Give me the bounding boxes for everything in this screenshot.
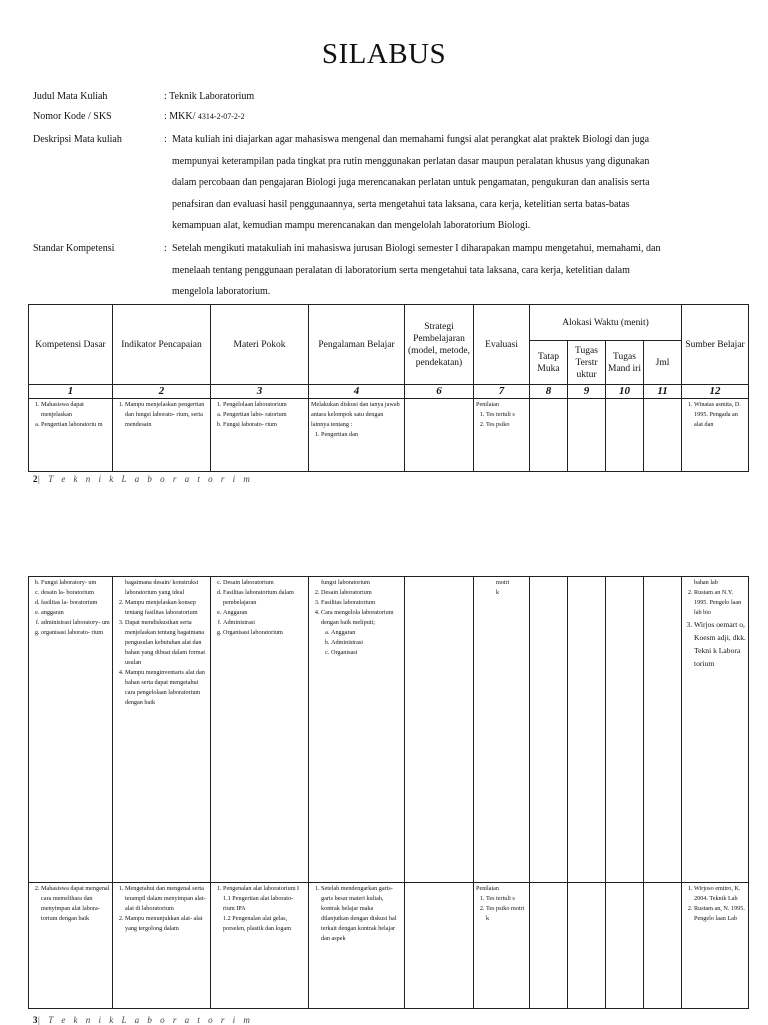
- col-number: 8: [530, 385, 568, 399]
- standar-line: menelaah tentang penggunaan peralatan di laboratorium serta mengetahui tata laksana, cara kerja, ketelitian dalam: [172, 264, 630, 276]
- header-kompetensi: Kompetensi Dasar: [29, 305, 113, 385]
- list-item: d. Fasilitas laboratorium dalam pembelajaran: [223, 588, 306, 608]
- header-indikator: Indikator Pencapaian: [113, 305, 211, 385]
- deskripsi-line: kemampuan alat, kemudian mampu merencanakan dan mengelolah laboratorium Biologi.: [172, 220, 531, 231]
- list-item: 1. Setelah mendengarkan garis-garis besar materi kuliah, kontrak belajar maka dilanjutkan dengan diskusi hal terkait dengan kontrak belajar dan aspek: [321, 884, 402, 944]
- cell-jml: [644, 577, 682, 883]
- standar-line: mengelola laboratorium.: [172, 286, 271, 297]
- list-item: b. Fungsi laboratory- um: [41, 578, 110, 588]
- col-number: 3: [211, 385, 309, 399]
- cell-terstruktur: [568, 883, 606, 1009]
- cell-sumber: [682, 883, 749, 1009]
- cell-terstruktur: [568, 399, 606, 472]
- list-item: d. fasilitas la- boratorium: [41, 598, 110, 608]
- cell-sumber: [682, 399, 749, 472]
- page-title: SILABUS: [321, 38, 447, 70]
- list-item: b. Fungsi laborato- rium: [223, 420, 306, 430]
- deskripsi-line: Mata kuliah ini diajarkan agar mahasiswa mengenal dan memahami fungsi alat perangkat alat praktek Biologi dan juga: [172, 134, 650, 145]
- col-number: 12: [682, 385, 749, 399]
- list-item: 1. Mengetahui dan mengenal serta terampil dalam menyimpan alat- alat di laboratorium: [125, 884, 208, 914]
- footer-text: | T e k n i k L a b o r a t o r i m: [37, 474, 253, 484]
- cell-kompetensi: [29, 399, 113, 472]
- cell-strategi: [405, 577, 474, 883]
- list-item: b. Administrasi: [331, 638, 402, 648]
- list-item: c. Organisasi: [331, 648, 402, 658]
- cell-tatap: [530, 399, 568, 472]
- list-item: 2. Rustam an N.Y. 1995. Pengelo laan lab bio: [694, 588, 746, 618]
- list-item: c. desain la- boratorium: [41, 588, 110, 598]
- list-item: f. Administrasi: [223, 618, 306, 628]
- silabus-table-page1: [28, 304, 749, 472]
- pengalaman-cont: fungsi laboratorium: [321, 579, 370, 586]
- standar-label: Standar Kompetensi: [33, 243, 115, 254]
- header-sumber: Sumber Belajar: [682, 305, 749, 385]
- header-alokasi: Alokasi Waktu (menit): [530, 305, 682, 341]
- header-materi: Materi Pokok: [211, 305, 309, 385]
- cell-terstruktur: [568, 577, 606, 883]
- nomor-prefix: : MKK/: [164, 111, 196, 122]
- list-item: 1. Pengertian dan: [321, 430, 402, 440]
- list-item: 3. Wirjos oemart o, Koesm adji, dkk. Tekni k Labora torium: [694, 618, 746, 670]
- nomor-label: Nomor Kode / SKS: [33, 111, 112, 122]
- list-item: f. administrasi laboratory- um: [41, 618, 110, 628]
- standar-line: Setelah mengikuti matakuliah ini mahasiswa jurusan Biologi semester I diharapakan mampu mengetahui, memahami, dan: [172, 243, 661, 254]
- cell-pengalaman: [309, 883, 405, 1009]
- list-item: 1. Pengelolaan laboratorium: [223, 400, 306, 410]
- list-item: 4. Mampu menginventaris alat dan bahan serta dapat mengetahui cara pengelolaan laboratorium dengan baik: [125, 668, 208, 708]
- nomor-code: 4314-2-07-2-2: [197, 112, 245, 121]
- cell-kompetensi: [29, 577, 113, 883]
- list-item: g. organisasi laborato- rium: [41, 628, 110, 638]
- list-item: e. anggaran: [41, 608, 110, 618]
- evaluasi-cont: motri k: [496, 579, 510, 596]
- header-pengalaman: Pengalaman Belajar: [309, 305, 405, 385]
- standar-text: [172, 238, 738, 303]
- deskripsi-label: Deskripsi Mata kuliah: [33, 134, 122, 145]
- header-tatap: Tatap Muka: [530, 341, 568, 385]
- list-item: 3. Dapat mendiskusikan serta menjelaskan tentang bagaimana pengusulan kebutuhan alat dan bahan yang dibuat dalam format usulan: [125, 618, 208, 668]
- list-item: 2. Mahasiswa dapat mengenal cara memelihara dan menyimpan alat labora- torium dengan baik: [41, 884, 110, 924]
- list-item: 2. Mampu menjelaskan konsep tentang fasilitas laboratorium: [125, 598, 208, 618]
- page-number: 3: [33, 1015, 38, 1025]
- cell-evaluasi: [474, 883, 530, 1009]
- header-evaluasi: Evaluasi: [474, 305, 530, 385]
- col-number: 7: [474, 385, 530, 399]
- list-item: g. Organisasi laboratorium: [223, 628, 306, 638]
- cell-pengalaman: [309, 577, 405, 883]
- footer-text: | T e k n i k L a b o r a t o r i m: [37, 1015, 253, 1025]
- header-tugas-mandiri: Tugas Mand iri: [606, 341, 644, 385]
- list-item: c. Desain laboratorium: [223, 578, 306, 588]
- cell-mandiri: [606, 399, 644, 472]
- col-number: 6: [405, 385, 474, 399]
- header-strategi: Strategi Pembelajaran (model, metode, pendekatan): [405, 305, 474, 385]
- cell-pengalaman: [309, 399, 405, 472]
- header-jml: Jml: [644, 341, 682, 385]
- col-number: 4: [309, 385, 405, 399]
- list-item: a. Pengertian laboratoriu m: [41, 420, 110, 430]
- indikator-cont: bagaimana desain/ konstruksi laboratorium yang ideal: [125, 579, 199, 596]
- list-item: a. Pengertian labo- ratorium: [223, 410, 306, 420]
- col-number: 11: [644, 385, 682, 399]
- list-item: 1. Tes tertuli s: [486, 894, 527, 904]
- col-number: 9: [568, 385, 606, 399]
- cell-materi: [211, 883, 309, 1009]
- evaluasi-intro: Penilaian: [476, 885, 500, 892]
- list-item: 2. Tes psiko: [486, 420, 527, 430]
- evaluasi-intro: Penilaian: [476, 401, 500, 408]
- cell-sumber: [682, 577, 749, 883]
- col-number: 2: [113, 385, 211, 399]
- list-item: 1. Mahasiswa dapat menjelaskan: [41, 400, 110, 420]
- cell-materi: [211, 399, 309, 472]
- list-item: 1. Pengenalan alat laboratorium I: [223, 884, 306, 894]
- list-item: 1. Winatas asmita, D. 1995. Pengada an alat dan: [694, 400, 746, 430]
- list-item: 1. Tes tertuli s: [486, 410, 527, 420]
- silabus-table-page2: [28, 576, 749, 1009]
- cell-evaluasi: [474, 399, 530, 472]
- cell-strategi: [405, 399, 474, 472]
- list-item: 1. Mampu menjelaskan pengertian dan fungsi laborato- rium, serta mendesain: [125, 400, 208, 430]
- list-item: 2. Desain laboratorium: [321, 588, 402, 598]
- cell-mandiri: [606, 577, 644, 883]
- cell-indikator: [113, 577, 211, 883]
- cell-jml: [644, 883, 682, 1009]
- list-item: 1. Wirjoso emitro, K. 2004. Teknik Lab: [694, 884, 746, 904]
- judul-label: Judul Mata Kuliah: [33, 91, 108, 102]
- deskripsi-line: mempunyai keterampilan pada tingkat pra rutin menggunakan perlatan dasar maupun peralatan khusus yang digunakan: [172, 155, 650, 167]
- cell-tatap: [530, 883, 568, 1009]
- deskripsi-text: [172, 129, 738, 237]
- pengalaman-intro: Melakukan diskusi dan tanya jawab antara kelompok satu dengan lainnya tentang :: [311, 401, 400, 428]
- list-item: 3. Fasilitas laboratorium: [321, 598, 402, 608]
- list-item: 1.2 Pengenalan alat gelas, porselen, plastik dan logam: [223, 915, 292, 932]
- cell-jml: [644, 399, 682, 472]
- deskripsi-line: dalam percobaan dan pengajaran Biologi juga merencanakan perlatan untuk pengamatan, pengukuran dan analisis serta: [172, 177, 650, 188]
- cell-indikator: [113, 399, 211, 472]
- list-item: 2. Tes psiko motri k: [486, 904, 527, 924]
- list-item: 2. Rustam an, N. 1995. Pengelo laan Lab: [694, 904, 746, 924]
- cell-strategi: [405, 883, 474, 1009]
- cell-mandiri: [606, 883, 644, 1009]
- list-item: a. Anggaran: [331, 628, 402, 638]
- judul-value: : Teknik Laboratorium: [164, 91, 255, 102]
- col-number: 10: [606, 385, 644, 399]
- materi-sub: [213, 894, 306, 934]
- list-item: 1.1 Pengertian alat laborato- rium IPA: [223, 895, 294, 912]
- deskripsi-line: penafsiran dan evaluasi hasil penggunaannya, serta mengetahui tata laksana, cara kerja, ketelitian serta batas-batas: [172, 198, 630, 210]
- col-number: 1: [29, 385, 113, 399]
- page-number: 2: [33, 474, 38, 484]
- cell-indikator: [113, 883, 211, 1009]
- cell-materi: [211, 577, 309, 883]
- list-item: 4. Cara mengelola laboratorium dengan baik meliputi;: [321, 608, 402, 628]
- sumber-cont: bahan lab: [694, 579, 718, 586]
- page-footer: [33, 474, 253, 484]
- cell-evaluasi: [474, 577, 530, 883]
- list-item: 2. Mampu menunjukkan alat- alat yang tergolong dalam: [125, 914, 208, 934]
- list-item: e. Anggaran: [223, 608, 306, 618]
- cell-tatap: [530, 577, 568, 883]
- header-tugas-terstruktur: Tugas Terstr uktur: [568, 341, 606, 385]
- cell-kompetensi: [29, 883, 113, 1009]
